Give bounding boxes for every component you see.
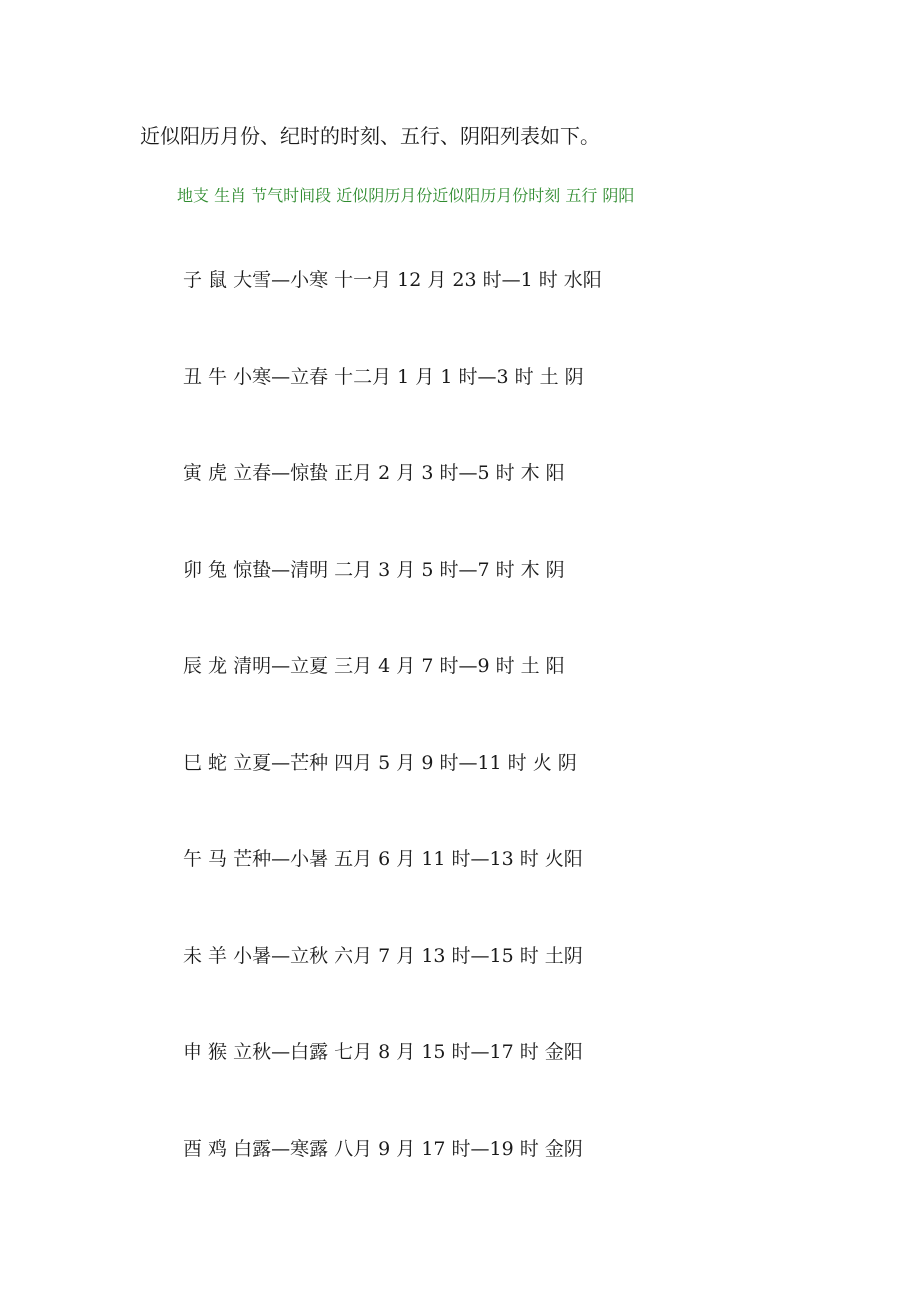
list-item: 寅 虎 立春—惊蛰 正月 2 月 3 时—5 时 木 阳 — [183, 462, 565, 484]
zodiac-list — [183, 264, 602, 1229]
table-header-line: 地支 生肖 节气时间段 近似阴历月份近似阳历月份时刻 五行 阴阳 — [177, 186, 635, 205]
intro-paragraph: 近似阳历月份、纪时的时刻、五行、阴阳列表如下。 — [140, 124, 600, 148]
list-item: 巳 蛇 立夏—芒种 四月 5 月 9 时—11 时 火 阴 — [183, 751, 577, 774]
list-item: 酉 鸡 白露—寒露 八月 9 月 17 时—19 时 金阴 — [183, 1137, 583, 1160]
list-item: 卯 兔 惊蛰—清明 二月 3 月 5 时—7 时 木 阴 — [183, 558, 565, 581]
list-item: 丑 牛 小寒—立春 十二月 1 月 1 时—3 时 土 阴 — [183, 365, 584, 388]
list-item: 午 马 芒种—小暑 五月 6 月 11 时—13 时 火阳 — [183, 848, 583, 870]
list-item: 子 鼠 大雪—小寒 十一月 12 月 23 时—1 时 水阳 — [183, 269, 602, 291]
list-item: 申 猴 立秋—白露 七月 8 月 15 时—17 时 金阳 — [183, 1041, 583, 1063]
list-item: 未 羊 小暑—立秋 六月 7 月 13 时—15 时 土阴 — [183, 944, 583, 967]
list-item: 辰 龙 清明—立夏 三月 4 月 7 时—9 时 土 阳 — [183, 655, 565, 677]
